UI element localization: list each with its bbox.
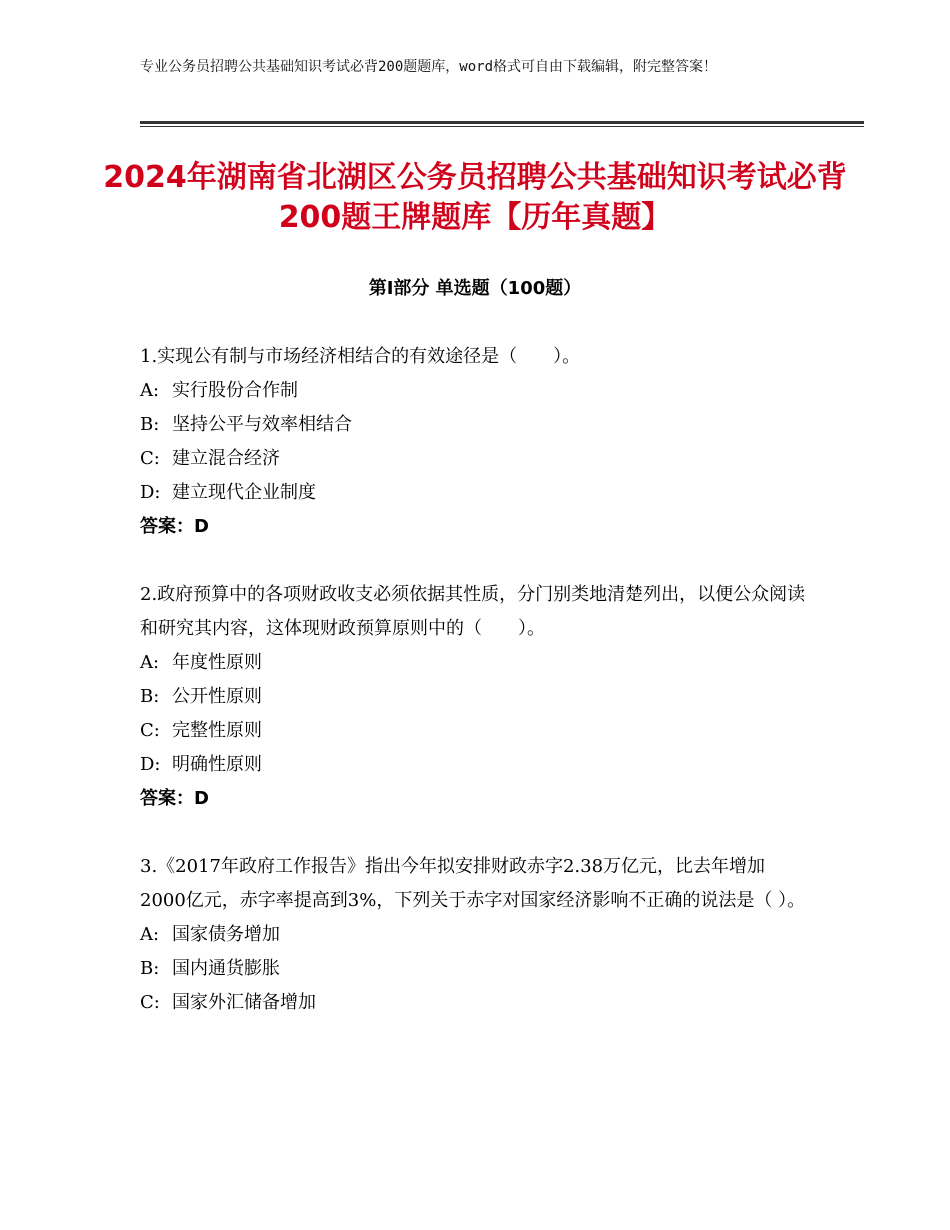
option-b (140, 408, 810, 442)
question-list (140, 340, 810, 1054)
header-rule-thick (140, 121, 864, 124)
option-b (140, 680, 810, 714)
question-stem: 1.实现公有制与市场经济相结合的有效途径是（ ）。 (140, 346, 581, 367)
option-text: 建立现代企业制度 (172, 482, 316, 503)
option-text: 国家外汇储备增加 (172, 992, 316, 1013)
option-letter: B: (140, 958, 160, 979)
answer: 答案：D (140, 516, 209, 537)
question-stem: 3.《2017年政府工作报告》指出今年拟安排财政赤字2.38万亿元，比去年增加2000亿元，赤字率提高到3%，下列关于赤字对国家经济影响不正确的说法是（ ）。 (140, 856, 806, 911)
option-a (140, 918, 810, 952)
option-c (140, 986, 810, 1020)
option-text: 国内通货膨胀 (172, 958, 280, 979)
option-letter: A: (140, 924, 160, 945)
answer: 答案：D (140, 788, 209, 809)
question-stem: 2.政府预算中的各项财政收支必须依据其性质，分门别类地清楚列出，以便公众阅读和研究其内容，这体现财政预算原则中的（ ）。 (140, 584, 806, 639)
option-letter: C: (140, 992, 160, 1013)
option-c (140, 714, 810, 748)
option-a (140, 374, 810, 408)
option-letter: C: (140, 448, 160, 469)
option-text: 坚持公平与效率相结合 (172, 414, 352, 435)
option-letter: D: (140, 482, 161, 503)
option-letter: C: (140, 720, 160, 741)
question-1 (140, 340, 810, 544)
option-text: 完整性原则 (172, 720, 262, 741)
header-rule-thin (140, 126, 864, 127)
option-d (140, 748, 810, 782)
option-letter: B: (140, 686, 160, 707)
option-text: 年度性原则 (172, 652, 262, 673)
document-title: 2024年湖南省北湖区公务员招聘公共基础知识考试必背200题王牌题库【历年真题】 (103, 160, 847, 235)
option-text: 建立混合经济 (172, 448, 280, 469)
question-2 (140, 578, 810, 816)
option-letter: B: (140, 414, 160, 435)
option-letter: A: (140, 380, 160, 401)
option-d (140, 476, 810, 510)
option-text: 明确性原则 (172, 754, 262, 775)
option-text: 国家债务增加 (172, 924, 280, 945)
section-title: 第Ⅰ部分 单选题（100题） (368, 278, 582, 299)
option-b (140, 952, 810, 986)
option-text: 实行股份合作制 (172, 380, 298, 401)
option-text: 公开性原则 (172, 686, 262, 707)
question-3 (140, 850, 810, 1020)
option-letter: D: (140, 754, 161, 775)
header-note: 专业公务员招聘公共基础知识考试必背200题题库，word格式可自由下载编辑，附完整答案！ (140, 59, 717, 75)
option-c (140, 442, 810, 476)
option-a (140, 646, 810, 680)
option-letter: A: (140, 652, 160, 673)
